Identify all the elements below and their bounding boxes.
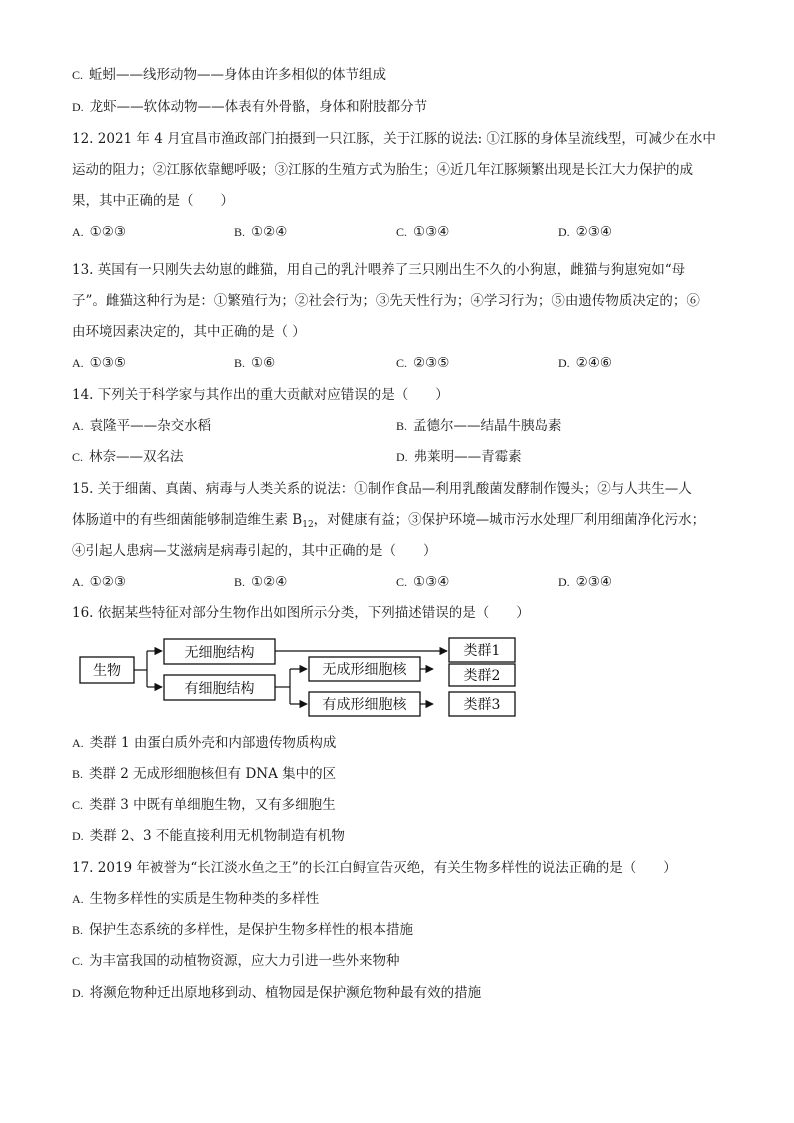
q15-option-b: B. ①②④ — [234, 574, 288, 590]
q13-stem-line2: 子”。雌猫这种行为是：①繁殖行为；②社会行为；③先天性行为；④学习行为；⑤由遗传物质决定的；⑥ — [72, 293, 700, 309]
option-label: C. — [72, 68, 84, 82]
group2-label: 类群2 — [463, 668, 501, 684]
q13-stem-line1: 13. 英国有一只刚失去幼崽的雌猫，用自己的乳汁喂养了三只刚出生不久的小狗崽，雌猫与狗崽宛如“母 — [72, 262, 686, 278]
q14-option-d: D. 弗莱明——青霉素 — [396, 449, 522, 465]
q15-option-d: D. ②③④ — [558, 574, 612, 590]
root-label: 生物 — [93, 663, 121, 679]
q14-option-c: C. 林奈——双名法 — [72, 449, 184, 465]
q14-option-b: B. 孟德尔——结晶牛胰岛素 — [396, 418, 562, 434]
q17-option-a: A. 生物多样性的实质是生物种类的多样性 — [72, 891, 320, 907]
q14-stem: 14. 下列关于科学家与其作出的重大贡献对应错误的是（ ） — [72, 387, 449, 403]
q15-stem-line1: 15. 关于细菌、真菌、病毒与人类关系的说法：①制作食品—利用乳酸菌发酵制作馒头；②与人共生—人 — [72, 481, 692, 497]
q13-option-d: D. ②④⑥ — [558, 355, 612, 371]
q12-option-b: B. ①②④ — [234, 224, 288, 240]
q17-option-b: B. 保护生态系统的多样性，是保护生物多样性的根本措施 — [72, 922, 414, 938]
q17-option-c: C. 为丰富我国的动植物资源，应大力引进一些外来物种 — [72, 953, 400, 969]
q12-option-c: C. ①③④ — [396, 224, 450, 240]
q17-option-d: D. 将濒危物种迁出原地移到动、植物园是保护濒危物种最有效的措施 — [72, 985, 482, 1001]
q11-option-d — [72, 97, 722, 117]
group3-label: 类群3 — [463, 697, 501, 713]
q13-option-c: C. ②③⑤ — [396, 355, 450, 371]
classification-diagram — [0, 630, 794, 725]
q16-stem: 16. 依据某些特征对部分生物作出如图所示分类，下列描述错误的是（ ） — [72, 605, 530, 621]
q14-options-row2 — [72, 447, 722, 467]
q15-stem-line3: ④引起人患病—艾滋病是病毒引起的，其中正确的是（ ） — [72, 543, 437, 559]
vitamin-subscript: 12 — [302, 520, 314, 530]
option-label: D. — [72, 100, 84, 114]
q15-options — [72, 572, 722, 592]
q16-option-c: C. 类群 3 中既有单细胞生物，又有多细胞生 — [72, 797, 336, 813]
option-text: 龙虾——软体动物——体表有外骨骼，身体和附肢都分节 — [89, 99, 428, 115]
has-nucleus-label: 有成形细胞核 — [322, 697, 407, 713]
group1-label: 类群1 — [463, 643, 501, 659]
no-cell-label: 无细胞结构 — [184, 645, 255, 661]
option-text: 蚯蚓——线形动物——身体由许多相似的体节组成 — [89, 67, 387, 83]
q16-option-b: B. 类群 2 无成形细胞核但有 DNA 集中的区 — [72, 766, 337, 782]
q14-option-a: A. 袁隆平——杂交水稻 — [72, 418, 212, 434]
q16-option-d: D. 类群 2、3 不能直接利用无机物制造有机物 — [72, 828, 345, 844]
q13-options — [72, 353, 722, 373]
q12-stem-line2: 运动的阻力；②江豚依靠鳃呼吸；③江豚的生殖方式为胎生；④近几年江豚频繁出现是长江大力保护的成 — [72, 162, 693, 178]
q14-options-row1 — [72, 416, 722, 436]
q11-option-c — [72, 65, 722, 85]
has-cell-label: 有细胞结构 — [184, 681, 255, 697]
q12-stem-line3: 果，其中正确的是（ ） — [72, 193, 234, 209]
q15-stem-line2: 体肠道中的有些细菌能够制造维生素 $B_{12}$，对健康有益；③保护环境—城市污水处理厂利用细菌净化污水； — [72, 512, 706, 530]
q13-option-b: B. ①⑥ — [234, 355, 276, 371]
q17-stem: 17. 2019 年被誉为“长江淡水鱼之王”的长江白鲟宣告灭绝，有关生物多样性的说法正确的是（ ） — [72, 860, 677, 876]
q12-option-d: D. ②③④ — [558, 224, 612, 240]
q12-stem-line1: 12. 2021 年 4 月宜昌市渔政部门拍摄到一只江豚，关于江豚的说法: ①江豚的身体呈流线型，可减少在水中 — [72, 131, 716, 147]
q15-option-a: A. ①②③ — [72, 574, 126, 590]
q13-option-a: A. ①③⑤ — [72, 355, 126, 371]
q16-option-a: A. 类群 1 由蛋白质外壳和内部遗传物质构成 — [72, 735, 337, 751]
q12-option-a: A. ①②③ — [72, 224, 126, 240]
q12-options — [72, 222, 722, 242]
no-nucleus-label: 无成形细胞核 — [322, 662, 407, 678]
q15-option-c: C. ①③④ — [396, 574, 450, 590]
q13-stem-line3: 由环境因素决定的，其中正确的是（ ） — [72, 324, 306, 340]
